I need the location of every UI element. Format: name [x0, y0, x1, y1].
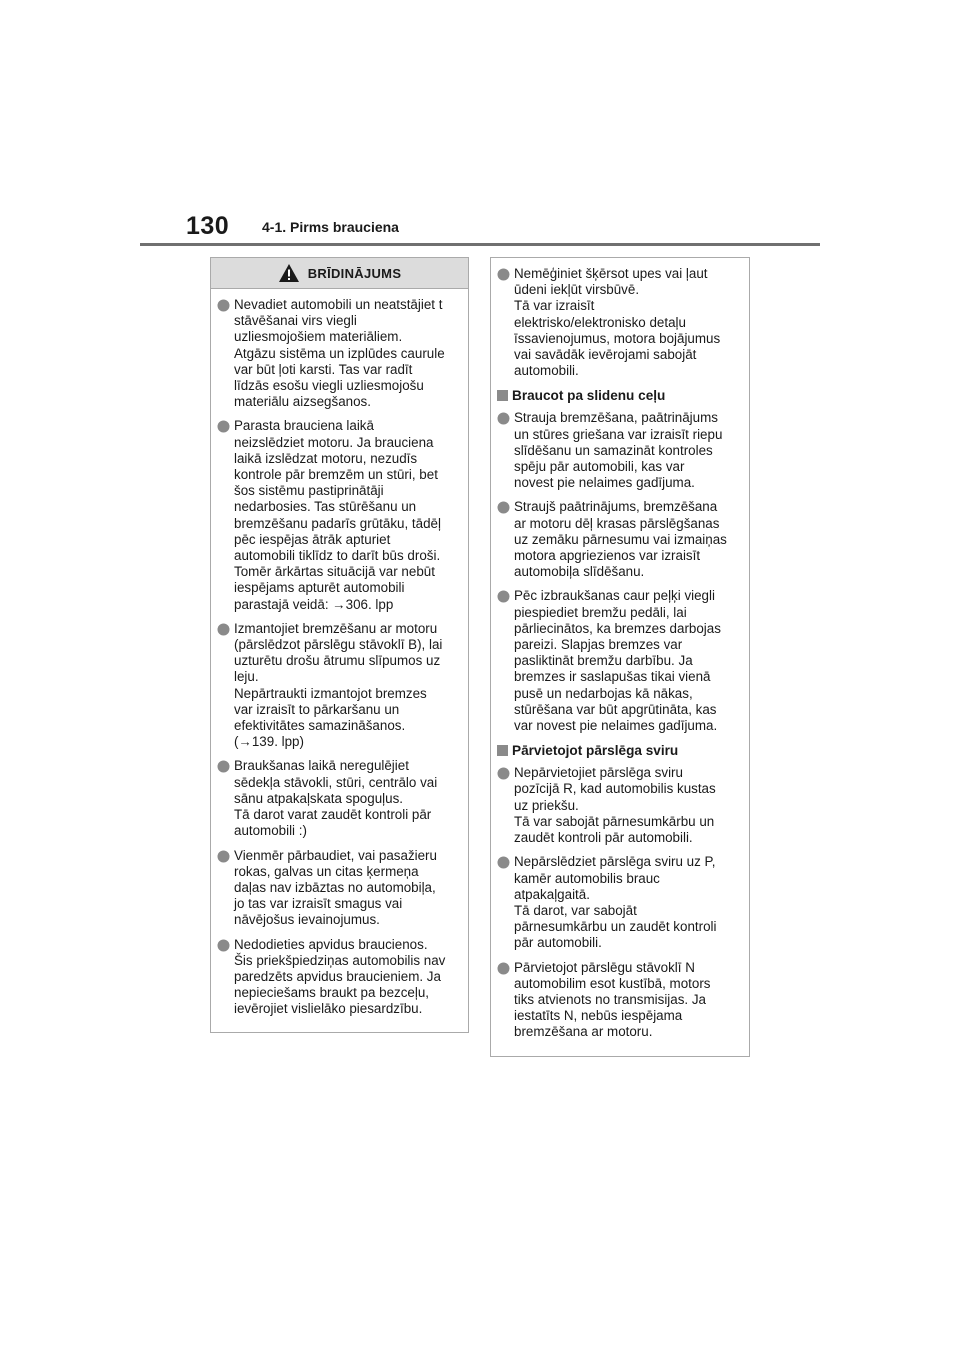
- circle-bullet-icon: [497, 962, 510, 975]
- circle-bullet-icon: [497, 767, 510, 780]
- bullet-item: [497, 960, 739, 1041]
- bullet-item: [497, 499, 739, 580]
- bullet-item: [217, 937, 458, 1018]
- bullet-item-text: Nevadiet automobili un neatstājiet t stāvēšanai virs viegli uzliesmojošiem materiāliem. Atgāzu sistēma un izplūdes caurule var būt ļoti karsti. Tas var radīt līdzās esošu viegli uzliesmojošu materiālu aizsegšanos.: [234, 297, 445, 410]
- bullet-item-text: Nepārvietojiet pārslēga sviru pozīcijā R, kad automobilis kustas uz priekšu. Tā var sabojāt pārnesumkārbu un zaudēt kontroli pār automobili.: [514, 765, 716, 846]
- bullet-item-text: Vienmēr pārbaudiet, vai pasažieru rokas, galvas un citas ķermeņa daļas nav izbāztas no automobiļa, jo tas var izraisīt smagus vai nāvējošus ievainojumus.: [234, 847, 437, 928]
- bullet-item: [217, 418, 458, 612]
- circle-bullet-icon: [217, 760, 230, 773]
- circle-bullet-icon: [217, 623, 230, 636]
- circle-bullet-icon: [217, 420, 230, 433]
- bullet-item-text: Braukšanas laikā neregulējiet sēdekļa stāvokli, stūri, centrālo vai sānu atpakaļskata spoguļus. Tā darot varat zaudēt kontroli pār automobili :): [234, 758, 438, 839]
- bullet-item-text: Nepārslēdziet pārslēga sviru uz P, kamēr automobilis brauc atpakaļgaitā. Tā darot, var sabojāt pārnesumkārbu un zaudēt kontroli pār automobili.: [514, 854, 717, 951]
- continued-content: [491, 258, 749, 1055]
- bullet-item: [497, 266, 739, 379]
- circle-bullet-icon: [497, 501, 510, 514]
- warning-triangle-icon: [278, 263, 300, 283]
- warning-title: BRĪDINĀJUMS: [307, 265, 402, 281]
- continued-panel: [490, 257, 750, 1057]
- bullet-item: [217, 848, 458, 929]
- circle-bullet-icon: [497, 412, 510, 425]
- circle-bullet-icon: [497, 268, 510, 281]
- header-rule: [140, 243, 820, 246]
- circle-bullet-icon: [497, 590, 510, 603]
- warning-content: [211, 289, 468, 1032]
- bullet-item: [497, 588, 739, 734]
- warning-panel: [210, 257, 469, 1033]
- page-number: 130: [186, 212, 230, 240]
- circle-bullet-icon: [497, 856, 510, 869]
- bullet-item-text: Strauja bremzēšana, paātrinājums un stūres griešana var izraisīt riepu slīdēšanu un samazināt kontroles spēju pār automobili, kas var novest pie nelaimes gadījuma.: [514, 410, 723, 491]
- subsection-heading: [497, 387, 739, 404]
- subsection-heading-text: Braucot pa slidenu ceļu: [512, 388, 666, 404]
- warning-header: [211, 258, 468, 289]
- square-bullet-icon: [497, 745, 508, 756]
- bullet-item: [217, 297, 458, 410]
- subsection-heading-text: Pārvietojot pārslēga sviru: [512, 743, 679, 759]
- subsection-heading: [497, 742, 739, 759]
- bullet-item: [497, 765, 739, 846]
- bullet-item-text: Pārvietojot pārslēgu stāvoklī N automobilim esot kustībā, motors tiks atvienots no transmisijas. Ja iestatīts N, nebūs iespējama bremzēšana ar motoru.: [514, 959, 711, 1040]
- bullet-item: [497, 854, 739, 951]
- circle-bullet-icon: [217, 299, 230, 312]
- square-bullet-icon: [497, 390, 508, 401]
- bullet-item-text: Straujš paātrinājums, bremzēšana ar motoru dēļ krasas pārslēgšanas uz zemāku pārnesumu vai izmaiņas motora apgriezienos var izraisīt automobiļa slīdēšanu.: [514, 499, 727, 580]
- circle-bullet-icon: [217, 850, 230, 863]
- circle-bullet-icon: [217, 939, 230, 952]
- bullet-item-text: Pēc izbraukšanas caur peļķi viegli piespiediet bremžu pedāli, lai pārliecinātos, ka bremzes darbojas pareizi. Slapjas bremzes var pasliktināt bremžu darbību. Ja bremzes ir saslapušas tikai vienā pusē un nedarbojas kā nākas, stūrēšana var būt apgrūtināta, kas var novest pie nelaimes gadījuma.: [514, 588, 721, 734]
- bullet-item-text: Nemēģiniet šķērsot upes vai ļaut ūdeni iekļūt virsbūvē. Tā var izraisīt elektrisko/elektronisko detaļu īssavienojumus, motora bojājumus vai savādāk ievērojami sabojāt automobili.: [514, 266, 721, 379]
- bullet-item-text: Parasta brauciena laikā neizslēdziet motoru. Ja brauciena laikā izslēdzat motoru, nezudīs kontrole pār bremzēm un stūri, bet šos sistēmu pastiprinātāji nedarbosies. Tas stūrēšanu un bremzēšanu padarīs grūtāku, tādēļ pēc iespējas ātrāk apturiet automobili tiklīdz to darīt būs droši. Tomēr ārkārtas situācijā var nebūt iespējams apturēt automobili parastajā veidā: →306. lpp: [234, 418, 441, 612]
- bullet-item-text: Izmantojiet bremzēšanu ar motoru (pārslēdzot pārslēgu stāvoklī B), lai uzturētu drošu ātrumu slīpumos uz leju. Nepārtraukti izmantojot bremzes var izraisīt to pārkaršanu un efektivitātes samazināšanos. (→139. lpp): [234, 620, 443, 750]
- bullet-item: [217, 621, 458, 751]
- bullet-item: [497, 410, 739, 491]
- bullet-item: [217, 758, 458, 839]
- section-title: 4-1. Pirms brauciena: [262, 219, 399, 235]
- bullet-item-text: Nedodieties apvidus braucienos. Šis priekšpiedziņas automobilis nav paredzēts apvidus braucieniem. Ja nepieciešams braukt pa bezceļu, ievērojiet vislielāko piesardzību.: [234, 936, 446, 1017]
